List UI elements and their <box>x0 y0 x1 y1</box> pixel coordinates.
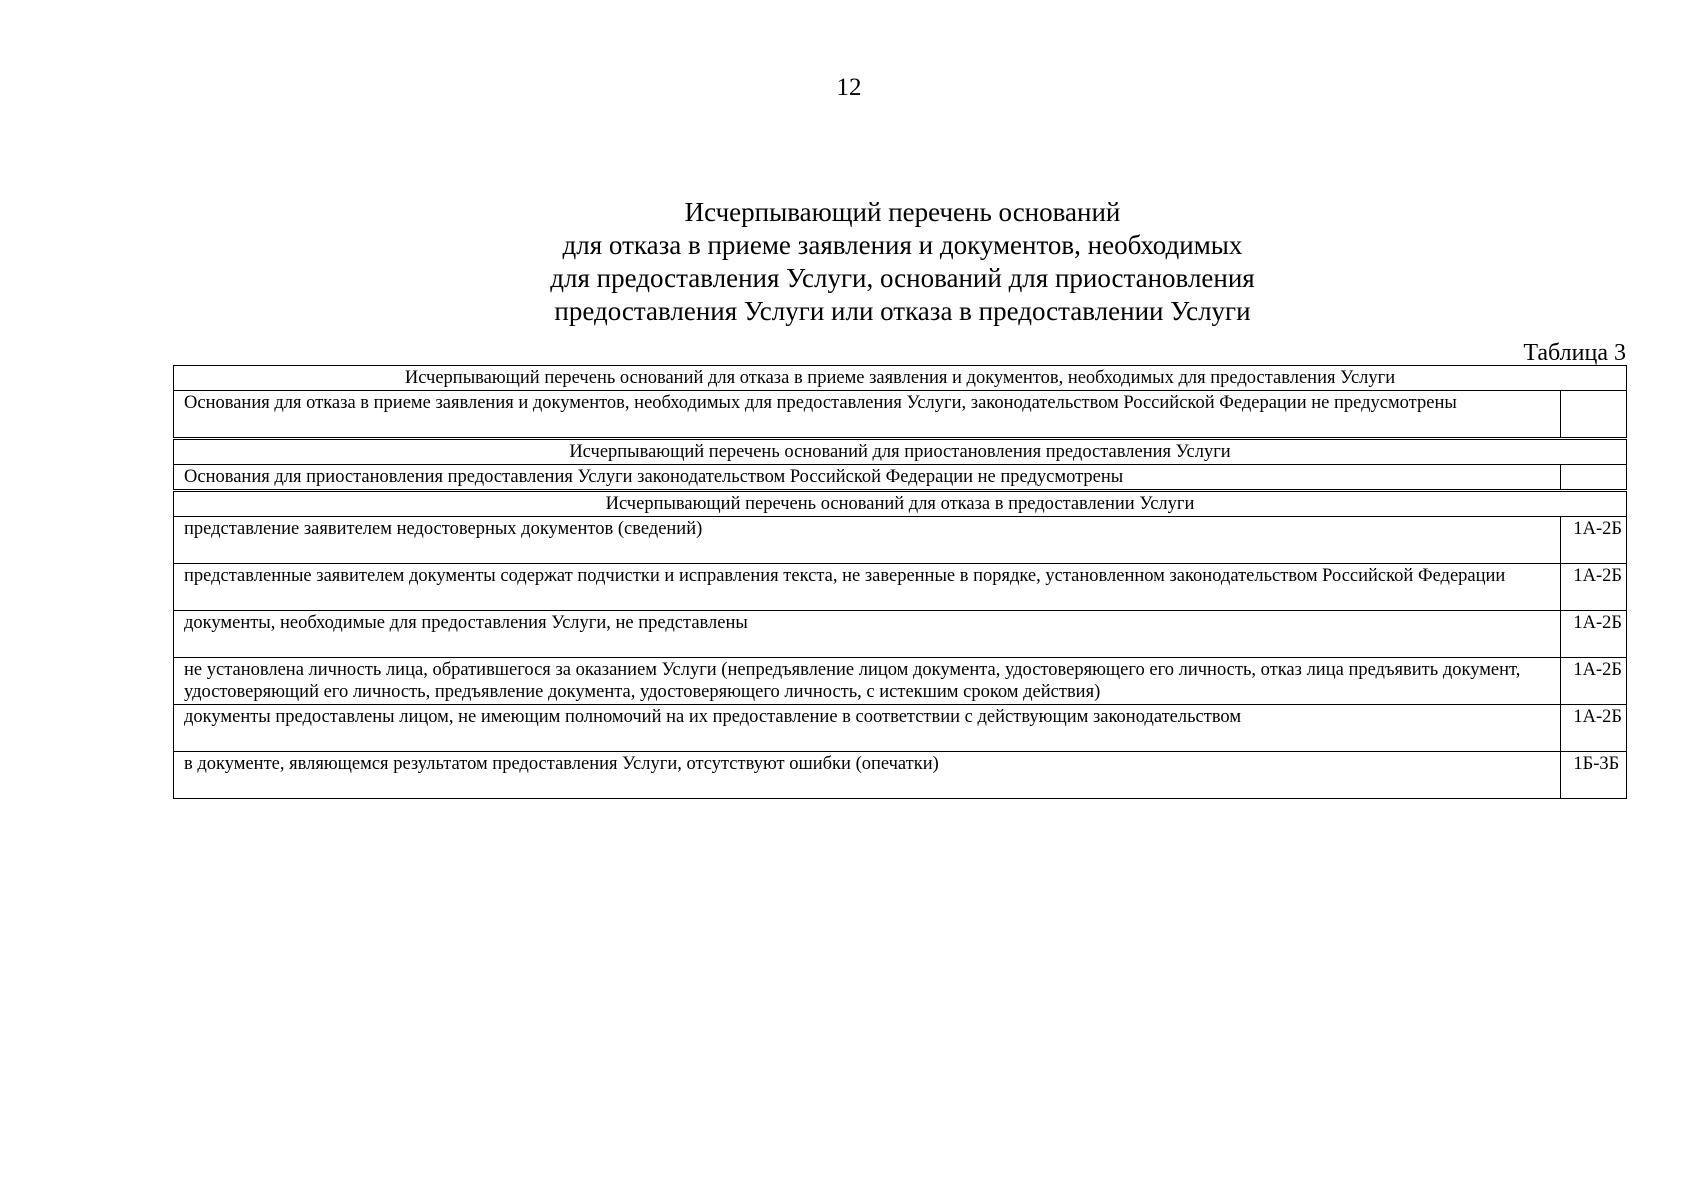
reason-code: 1Б-3Б <box>1561 752 1627 799</box>
reason-code <box>1561 465 1627 491</box>
table-caption: Таблица 3 <box>1523 340 1626 366</box>
reason-code: 1А-2Б <box>1561 658 1627 705</box>
reason-code: 1А-2Б <box>1561 517 1627 564</box>
title-line: для отказа в приеме заявления и документов, необходимых <box>562 230 1243 260</box>
table-row <box>174 658 1627 705</box>
title-line: для предоставления Услуги, оснований для приостановления <box>550 263 1255 293</box>
reason-code: 1А-2Б <box>1561 564 1627 611</box>
section-header-refusal-service: Исчерпывающий перечень оснований для отказа в предоставлении Услуги <box>174 491 1627 517</box>
section-header-suspension: Исчерпывающий перечень оснований для приостановления предоставления Услуги <box>174 439 1627 465</box>
reason-code: 1А-2Б <box>1561 705 1627 752</box>
reason-code: 1А-2Б <box>1561 611 1627 658</box>
reason-text: документы, необходимые для предоставления Услуги, не представлены <box>174 611 1561 658</box>
section-header-row <box>174 366 1627 391</box>
title-line: предоставления Услуги или отказа в предоставлении Услуги <box>554 296 1251 326</box>
section-header-row <box>174 491 1627 517</box>
table-row <box>174 564 1627 611</box>
table-row <box>174 705 1627 752</box>
reason-text: не установлена личность лица, обратившегося за оказанием Услуги (непредъявление лицом документа, удостоверяющего его личность, отказ лица предъявить документ, удостоверяющий его личность, предъявление документа, удостоверяющего личность, с истекшим сроком действия) <box>174 658 1561 705</box>
table-row <box>174 391 1627 439</box>
reason-text: Основания для приостановления предоставления Услуги законодательством Российской Федерации не предусмотрены <box>174 465 1561 491</box>
reason-text: представление заявителем недостоверных документов (сведений) <box>174 517 1561 564</box>
table-row <box>174 752 1627 799</box>
table-row <box>174 465 1627 491</box>
reason-text: в документе, являющемся результатом предоставления Услуги, отсутствуют ошибки (опечатки) <box>174 752 1561 799</box>
title-line: Исчерпывающий перечень оснований <box>684 197 1121 227</box>
page-number: 12 <box>836 74 862 101</box>
section-header-refusal-acceptance: Исчерпывающий перечень оснований для отказа в приеме заявления и документов, необходимых для предоставления Услуги <box>174 366 1627 391</box>
section-header-row <box>174 439 1627 465</box>
reason-code <box>1561 391 1627 439</box>
table-row <box>174 517 1627 564</box>
reasons-table <box>173 365 1627 799</box>
reason-text: Основания для отказа в приеме заявления и документов, необходимых для предоставления Услуги, законодательством Российской Федерации не предусмотрены <box>174 391 1561 439</box>
reason-text: представленные заявителем документы содержат подчистки и исправления текста, не заверенные в порядке, установленном законодательством Российской Федерации <box>174 564 1561 611</box>
reason-text: документы предоставлены лицом, не имеющим полномочий на их предоставление в соответствии с действующим законодательством <box>174 705 1561 752</box>
table-row <box>174 611 1627 658</box>
document-title <box>0 196 1698 328</box>
